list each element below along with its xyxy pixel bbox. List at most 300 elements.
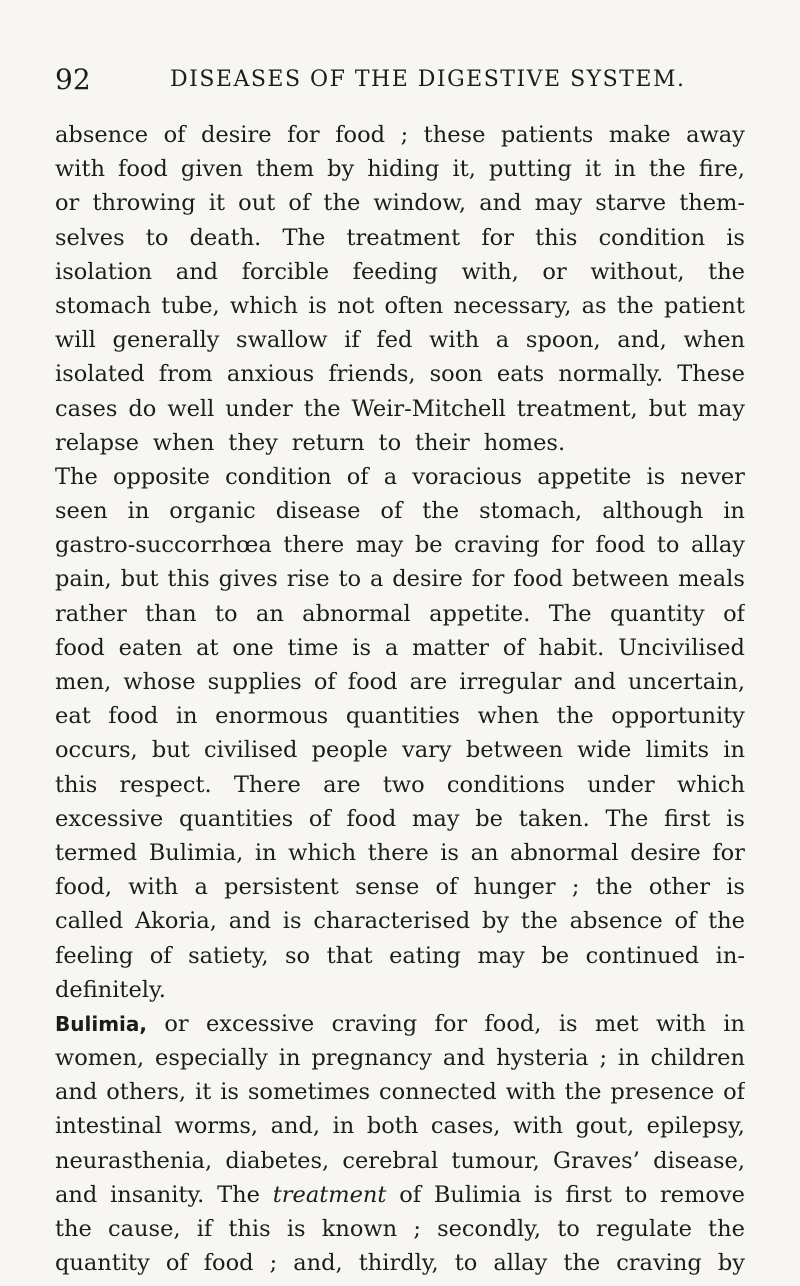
text-line bbox=[55, 768, 745, 802]
word: in- bbox=[715, 942, 745, 969]
word: with bbox=[655, 1010, 706, 1037]
word: of bbox=[313, 669, 336, 695]
word: death. bbox=[189, 224, 262, 251]
word: with, bbox=[461, 258, 519, 285]
word: and bbox=[55, 1079, 98, 1106]
word: Akoria, bbox=[134, 908, 217, 935]
word: the bbox=[55, 1216, 92, 1242]
word: with bbox=[128, 874, 179, 901]
word: food, bbox=[55, 874, 112, 901]
word: is bbox=[726, 805, 745, 832]
word: pregnancy bbox=[311, 1045, 432, 1072]
word: a bbox=[194, 874, 208, 901]
text-line bbox=[55, 597, 745, 631]
word: under bbox=[225, 395, 293, 422]
word: in bbox=[614, 156, 636, 183]
word: food bbox=[347, 669, 398, 695]
word: abnormal bbox=[302, 600, 411, 627]
word: others, bbox=[106, 1079, 187, 1106]
word: disease, bbox=[653, 1147, 745, 1174]
text-line bbox=[55, 733, 745, 767]
word: craving bbox=[616, 1250, 702, 1277]
word: of bbox=[380, 498, 403, 525]
page-number: 92 bbox=[55, 63, 91, 96]
word: for bbox=[551, 532, 584, 559]
word: to bbox=[338, 566, 362, 593]
word: often bbox=[384, 292, 444, 319]
word: rather bbox=[55, 600, 127, 627]
word: or bbox=[164, 1010, 189, 1037]
word: both bbox=[366, 1113, 419, 1140]
word: occurs, bbox=[55, 737, 138, 764]
word: it bbox=[195, 1079, 212, 1106]
word: appetite bbox=[537, 463, 632, 490]
word: but bbox=[120, 566, 159, 593]
text-line bbox=[55, 1109, 745, 1143]
word: the bbox=[422, 498, 460, 525]
word: and bbox=[479, 190, 522, 217]
text-line bbox=[55, 186, 745, 220]
word: and bbox=[573, 669, 616, 695]
text-line bbox=[55, 528, 745, 562]
word: food bbox=[335, 122, 386, 148]
line-text: definitely. bbox=[55, 976, 166, 1003]
word: is bbox=[220, 1079, 239, 1106]
word: is bbox=[282, 908, 302, 935]
word: for bbox=[712, 839, 745, 866]
word: Weir-Mitchell bbox=[351, 395, 506, 422]
word: it, bbox=[452, 156, 476, 183]
word: but bbox=[648, 395, 687, 422]
word: in bbox=[723, 737, 745, 764]
word: and, bbox=[617, 327, 667, 354]
word: the bbox=[708, 258, 745, 285]
text-line bbox=[55, 1144, 745, 1178]
word: feeling bbox=[55, 942, 134, 969]
word: of bbox=[308, 805, 331, 832]
word: cases bbox=[55, 395, 118, 422]
word: will bbox=[55, 327, 96, 354]
word: treatment, bbox=[516, 395, 638, 422]
word: thirdly, bbox=[358, 1250, 439, 1277]
word: fire, bbox=[698, 156, 745, 183]
word: is bbox=[534, 1181, 553, 1208]
word: by bbox=[717, 1250, 745, 1277]
word: one bbox=[232, 634, 274, 661]
word: of bbox=[288, 190, 311, 217]
word: to bbox=[214, 600, 238, 627]
word: cerebral bbox=[342, 1147, 439, 1174]
word: given bbox=[180, 156, 243, 183]
word: the bbox=[648, 156, 686, 183]
word: between bbox=[572, 566, 670, 593]
text-line bbox=[55, 870, 745, 904]
word: to bbox=[454, 1250, 478, 1277]
word: habit. bbox=[538, 634, 605, 661]
word: not bbox=[337, 292, 375, 319]
word: called bbox=[55, 908, 124, 935]
word: The bbox=[548, 600, 592, 627]
text-line bbox=[55, 1007, 745, 1041]
word: of bbox=[163, 122, 186, 148]
word: eats bbox=[496, 361, 545, 388]
word: patients bbox=[500, 122, 594, 148]
word: allay bbox=[493, 1250, 548, 1277]
word: necessary, bbox=[453, 292, 572, 319]
text-line bbox=[55, 904, 745, 938]
word: anxious bbox=[226, 361, 315, 388]
word: for bbox=[481, 224, 514, 251]
word: in bbox=[175, 703, 198, 730]
word: the bbox=[564, 1079, 602, 1106]
word: never bbox=[680, 463, 745, 490]
word: to bbox=[145, 224, 169, 251]
word: termed bbox=[55, 839, 138, 866]
word: and bbox=[228, 908, 271, 935]
word: Uncivilised bbox=[618, 634, 745, 661]
text-line bbox=[55, 1178, 745, 1212]
word: the bbox=[616, 292, 654, 319]
word: quantities bbox=[178, 805, 294, 832]
word: These bbox=[677, 361, 745, 388]
word: food bbox=[55, 634, 105, 661]
word: or bbox=[55, 190, 80, 217]
emphasis: treatment bbox=[272, 1181, 387, 1208]
word: two bbox=[382, 771, 425, 798]
word: forcible bbox=[241, 258, 330, 285]
word: secondly, bbox=[437, 1216, 542, 1242]
word: condition bbox=[598, 224, 706, 251]
word: civilised bbox=[204, 737, 298, 764]
text-line bbox=[55, 1075, 745, 1109]
word: are bbox=[409, 669, 448, 695]
word: the bbox=[708, 908, 745, 935]
word: window, bbox=[373, 190, 467, 217]
word: and, bbox=[270, 1113, 321, 1140]
word: diabetes, bbox=[225, 1147, 330, 1174]
word: continued bbox=[585, 942, 700, 969]
word: opportunity bbox=[611, 703, 745, 730]
word: food bbox=[118, 156, 168, 183]
word: if bbox=[196, 1216, 213, 1242]
word: ; bbox=[400, 122, 409, 148]
word: the bbox=[323, 190, 361, 217]
word: The bbox=[217, 1181, 260, 1208]
word: enormous bbox=[215, 703, 329, 730]
word: respect. bbox=[119, 771, 212, 798]
word: the bbox=[563, 1250, 601, 1277]
word: as bbox=[581, 292, 607, 319]
word: treatment bbox=[346, 224, 461, 251]
word: ; bbox=[599, 1045, 608, 1072]
text-line bbox=[55, 152, 745, 186]
word: and, bbox=[293, 1250, 343, 1277]
word: whose bbox=[123, 669, 196, 695]
word: of bbox=[674, 908, 697, 935]
word: a bbox=[383, 463, 398, 490]
word: in bbox=[723, 1010, 745, 1037]
word: uncertain, bbox=[628, 669, 745, 695]
word: with bbox=[429, 327, 480, 354]
word: time bbox=[287, 634, 339, 661]
section-term: Bulimia, bbox=[55, 1011, 147, 1036]
word: throwing bbox=[92, 190, 196, 217]
word: craving bbox=[454, 532, 540, 559]
word: may bbox=[697, 395, 745, 422]
word: characterised bbox=[313, 908, 471, 935]
word: of bbox=[502, 634, 525, 661]
word: when bbox=[477, 703, 540, 730]
word: irregular bbox=[459, 669, 562, 695]
word: food bbox=[595, 532, 646, 559]
word: make bbox=[608, 122, 671, 148]
word: is bbox=[352, 634, 372, 661]
word: and bbox=[175, 258, 219, 285]
word: of bbox=[165, 1250, 188, 1277]
word: that bbox=[326, 942, 373, 969]
text-line bbox=[55, 460, 745, 494]
word: isolated bbox=[55, 361, 145, 388]
word: rise bbox=[286, 566, 330, 593]
word: desire bbox=[201, 122, 272, 148]
word: if bbox=[344, 327, 360, 354]
word: friends, bbox=[328, 361, 416, 388]
word: is bbox=[308, 292, 327, 319]
word: swallow bbox=[236, 327, 328, 354]
word: is bbox=[726, 874, 745, 901]
text-line bbox=[55, 323, 745, 357]
text-line bbox=[55, 1212, 745, 1246]
word: meals bbox=[678, 566, 745, 593]
word: are bbox=[323, 771, 361, 798]
word: Graves’ bbox=[552, 1147, 640, 1174]
word: opposite bbox=[112, 463, 210, 490]
text-line bbox=[55, 562, 745, 596]
word: women, bbox=[55, 1045, 145, 1072]
word: although bbox=[602, 498, 704, 525]
text-line bbox=[55, 289, 745, 323]
word: them- bbox=[679, 190, 745, 217]
text-line bbox=[55, 392, 745, 426]
word: wide bbox=[577, 737, 632, 764]
word: with bbox=[512, 1113, 563, 1140]
word: of bbox=[435, 874, 458, 901]
word: in bbox=[617, 1045, 640, 1072]
word: to bbox=[557, 1216, 580, 1242]
word: especially bbox=[155, 1045, 268, 1072]
word: presence bbox=[610, 1079, 715, 1106]
word: remove bbox=[660, 1181, 745, 1208]
word: sense bbox=[355, 874, 420, 901]
word: hiding bbox=[367, 156, 440, 183]
word: may bbox=[355, 532, 404, 559]
word: under bbox=[587, 771, 655, 798]
word: the bbox=[708, 1216, 745, 1242]
word: and bbox=[55, 1181, 98, 1208]
running-head: DISEASES OF THE DIGESTIVE SYSTEM. bbox=[170, 67, 686, 92]
word: quantities bbox=[345, 703, 460, 730]
text-line bbox=[55, 118, 745, 152]
word: be bbox=[541, 942, 570, 969]
word: organic bbox=[169, 498, 256, 525]
word: met bbox=[594, 1010, 639, 1037]
word: is bbox=[726, 224, 745, 251]
word: absence bbox=[55, 122, 149, 148]
word: feeding bbox=[352, 258, 439, 285]
word: for bbox=[287, 122, 320, 148]
word: isolation bbox=[55, 258, 153, 285]
word: regulate bbox=[595, 1216, 692, 1242]
word: desire bbox=[630, 839, 701, 866]
word: patient bbox=[663, 292, 745, 319]
word: appetite. bbox=[429, 600, 531, 627]
word: selves bbox=[55, 224, 125, 251]
word: taken. bbox=[518, 805, 590, 832]
word: this bbox=[228, 1216, 271, 1242]
word: of bbox=[399, 1181, 422, 1208]
word: gives bbox=[218, 566, 278, 593]
word: than bbox=[145, 600, 197, 627]
text-line bbox=[55, 426, 745, 460]
word: eating bbox=[389, 942, 461, 969]
word: a bbox=[495, 327, 510, 354]
word: with bbox=[55, 156, 105, 183]
text-line bbox=[55, 1041, 745, 1075]
word: allay bbox=[691, 532, 745, 559]
word: abnormal bbox=[510, 839, 619, 866]
word: persistent bbox=[224, 874, 339, 901]
word: and bbox=[442, 1045, 486, 1072]
word: but bbox=[151, 737, 190, 764]
word: worms, bbox=[174, 1113, 259, 1140]
word: quantity bbox=[609, 600, 705, 627]
text-line bbox=[55, 494, 745, 528]
word: at bbox=[196, 634, 219, 661]
page-header bbox=[0, 60, 800, 100]
body-text bbox=[55, 118, 745, 1280]
word: insanity. bbox=[110, 1181, 205, 1208]
word: first bbox=[664, 805, 711, 832]
word: the bbox=[303, 395, 341, 422]
word: neurasthenia, bbox=[55, 1147, 213, 1174]
word: this bbox=[55, 771, 98, 798]
word: hunger bbox=[473, 874, 556, 901]
word: in bbox=[723, 498, 745, 525]
word: spoon, bbox=[525, 327, 601, 354]
word: of bbox=[149, 942, 172, 969]
word: eat bbox=[55, 703, 91, 730]
word: gastro-succorrhœa bbox=[55, 532, 272, 559]
word: of bbox=[723, 1079, 745, 1106]
word: soon bbox=[429, 361, 483, 388]
word: Bulimia bbox=[433, 1181, 522, 1208]
word: seen bbox=[55, 498, 108, 525]
word: there bbox=[283, 532, 345, 559]
word: vary bbox=[402, 737, 452, 764]
word: in bbox=[127, 498, 150, 525]
word: stomach bbox=[55, 292, 151, 319]
word: cause, bbox=[108, 1216, 181, 1242]
word: with bbox=[505, 1079, 556, 1106]
word: eaten bbox=[118, 634, 183, 661]
word: or bbox=[542, 258, 567, 285]
word: may bbox=[412, 805, 460, 832]
word: children bbox=[650, 1045, 745, 1072]
text-line bbox=[55, 802, 745, 836]
text-line bbox=[55, 836, 745, 870]
word: The bbox=[605, 805, 649, 832]
text-line bbox=[55, 221, 745, 255]
word: food bbox=[346, 805, 397, 832]
word: may bbox=[477, 942, 525, 969]
word: for bbox=[434, 1010, 468, 1037]
word: food bbox=[513, 566, 564, 593]
word: The bbox=[55, 463, 98, 490]
word: hysteria bbox=[496, 1045, 589, 1072]
word: away bbox=[686, 122, 745, 148]
word: voracious bbox=[412, 463, 523, 490]
word: in bbox=[278, 1045, 301, 1072]
text-line bbox=[55, 973, 745, 1007]
word: is bbox=[440, 839, 459, 866]
text-line bbox=[55, 1246, 745, 1280]
word: well bbox=[167, 395, 215, 422]
word: to bbox=[624, 1181, 648, 1208]
word: absence bbox=[569, 908, 663, 935]
word: food, bbox=[484, 1010, 542, 1037]
word: which bbox=[229, 292, 298, 319]
word: tumour, bbox=[451, 1147, 540, 1174]
word: of bbox=[346, 463, 369, 490]
word: may bbox=[534, 190, 583, 217]
word: the bbox=[595, 874, 633, 901]
word: Bulimia, bbox=[148, 839, 244, 866]
word: do bbox=[128, 395, 157, 422]
word: ; bbox=[413, 1216, 421, 1242]
word: be bbox=[475, 805, 503, 832]
word: ; bbox=[571, 874, 580, 901]
word: tube, bbox=[161, 292, 220, 319]
word: is bbox=[286, 1216, 306, 1242]
word: so bbox=[285, 942, 311, 969]
word: there bbox=[367, 839, 429, 866]
word: ; bbox=[269, 1250, 278, 1277]
word: a bbox=[384, 634, 399, 661]
word: the bbox=[520, 908, 558, 935]
word: generally bbox=[112, 327, 220, 354]
word: when bbox=[683, 327, 745, 354]
word: excessive bbox=[55, 805, 164, 832]
word: supplies bbox=[207, 669, 302, 695]
word: be bbox=[414, 532, 443, 559]
word: quantity bbox=[55, 1250, 150, 1277]
word: which bbox=[676, 771, 745, 798]
word: men, bbox=[55, 669, 112, 695]
word: in bbox=[332, 1113, 355, 1140]
word: food bbox=[203, 1250, 254, 1277]
word: cases, bbox=[430, 1113, 501, 1140]
text-line bbox=[55, 631, 745, 665]
word: condition bbox=[225, 463, 332, 490]
word: other bbox=[648, 874, 710, 901]
word: stomach, bbox=[479, 498, 583, 525]
word: putting bbox=[488, 156, 572, 183]
word: by bbox=[327, 156, 355, 183]
text-line bbox=[55, 939, 745, 973]
word: fed bbox=[376, 327, 413, 354]
word: an bbox=[255, 600, 284, 627]
word: disease bbox=[275, 498, 361, 525]
